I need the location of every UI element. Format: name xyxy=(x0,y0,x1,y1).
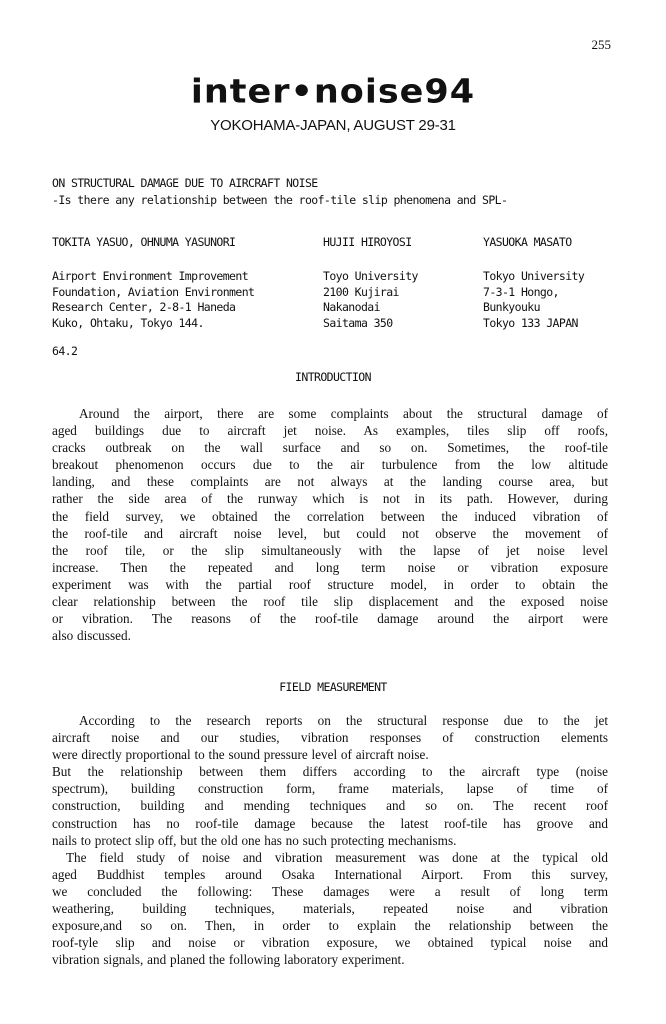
text-line: clear relationship between the roof tile slip displacement and the exposed noise xyxy=(52,594,608,610)
text-line: spectrum), building construction form, frame materials, lapse of time of xyxy=(52,781,608,797)
text-line: vibration signals, and planed the following laboratory experiment. xyxy=(52,952,405,968)
text-line: According to the research reports on the structural response due to the jet xyxy=(79,713,608,728)
author-3-name: YASUOKA MASATO xyxy=(483,235,572,249)
field-measurement-body xyxy=(52,712,608,968)
text-line: breakout phenomenon occurs due to the air turbulence from the low altitude xyxy=(52,457,608,473)
affiliation-line: Tokyo 133 JAPAN xyxy=(483,315,578,330)
text-line: the roof tile, or the slip simultaneously with the lapse of jet noise level xyxy=(52,542,608,558)
affiliation-line: Kuko, Ohtaku, Tokyo 144. xyxy=(52,315,204,330)
author-1-name: TOKITA YASUO, OHNUMA YASUNORI xyxy=(52,235,236,249)
text-line: But the relationship between them differs according to the aircraft type (noise xyxy=(52,764,608,780)
introduction-body xyxy=(52,405,608,644)
text-line: the roof-tile and aircraft noise level, but could not observe the movement of xyxy=(52,525,608,541)
introduction-heading: INTRODUCTION xyxy=(295,370,371,384)
page-number: 255 xyxy=(591,37,611,52)
field-measurement-heading: FIELD MEASUREMENT xyxy=(279,680,387,694)
affiliation-line: Foundation, Aviation Environment xyxy=(52,284,255,299)
text-line: roof-tyle slip and noise or vibration exposure, we obtained typical noise and xyxy=(52,935,608,951)
author-1-affiliation xyxy=(52,269,254,331)
affiliation-line: Nakanodai xyxy=(323,300,380,315)
text-line: we concluded the following: These damages were a result of long term xyxy=(52,883,608,899)
affiliation-line: 2100 Kujirai xyxy=(323,284,399,299)
affiliation-line: Airport Environment Improvement xyxy=(52,269,249,283)
affiliation-line: 7-3-1 Hongo, xyxy=(483,284,559,299)
text-line: also discussed. xyxy=(52,628,131,644)
text-line: or vibration. The reasons of the roof-tile damage around the airport were xyxy=(52,611,608,627)
text-line: weathering, building techniques, materials, repeated noise and vibration xyxy=(52,901,608,917)
text-line: aged Buddhist temples around Osaka International Airport. From this survey, xyxy=(52,866,608,882)
text-line: experiment was with the partial roof structure model, in order to obtain the xyxy=(52,576,608,592)
author-2-affiliation xyxy=(323,269,418,331)
conference-logo: inter•noise94 xyxy=(190,73,476,111)
text-line: increase. Then the repeated and long term noise or vibration exposure xyxy=(52,559,608,575)
affiliation-line: Saitama 350 xyxy=(323,315,393,330)
text-line: aircraft noise and our studies, vibration responses of construction elements xyxy=(52,730,608,746)
conference-venue: YOKOHAMA-JAPAN, AUGUST 29-31 xyxy=(210,117,456,134)
text-line: landing, and these complaints are not always at the landing course area, but xyxy=(52,474,608,490)
text-line: construction has no roof-tile damage because the latest roof-tile has groove and xyxy=(52,815,608,831)
text-line: The field study of noise and vibration measurement was done at the typical old xyxy=(66,849,608,865)
text-line: rather the side area of the runway which is not in its path. However, during xyxy=(52,491,608,507)
text-line: exposure,and so on. Then, in order to explain the relationship between the xyxy=(52,918,608,934)
paper-title: ON STRUCTURAL DAMAGE DUE TO AIRCRAFT NOISE xyxy=(52,176,318,190)
text-line: were directly proportional to the sound pressure level of aircraft noise. xyxy=(52,747,429,763)
affiliation-line: Toyo University xyxy=(323,269,418,283)
author-2-name: HUJII HIROYOSI xyxy=(323,235,412,249)
affiliation-line: Tokyo University xyxy=(483,269,585,283)
paper-subtitle: -Is there any relationship between the roof-tile slip phenomena and SPL- xyxy=(52,193,508,207)
text-line: aged buildings due to aircraft jet noise. As examples, tiles slip off roofs, xyxy=(52,423,608,439)
affiliation-line: Bunkyouku xyxy=(483,300,540,315)
text-line: Around the airport, there are some complaints about the structural damage of xyxy=(79,406,608,421)
text-line: construction, building and mending techniques and so on. The recent roof xyxy=(52,798,608,814)
text-line: cracks outbreak on the wall surface and so on. Sometimes, the roof-tile xyxy=(52,440,608,456)
affiliation-line: Research Center, 2-8-1 Haneda xyxy=(52,300,236,315)
text-line: the field survey, we obtained the correlation between the induced vibration of xyxy=(52,508,608,524)
author-3-affiliation xyxy=(483,269,584,331)
text-line: nails to protect slip off, but the old one has no such protecting mechanisms. xyxy=(52,832,457,848)
classification-code: 64.2 xyxy=(52,344,78,358)
